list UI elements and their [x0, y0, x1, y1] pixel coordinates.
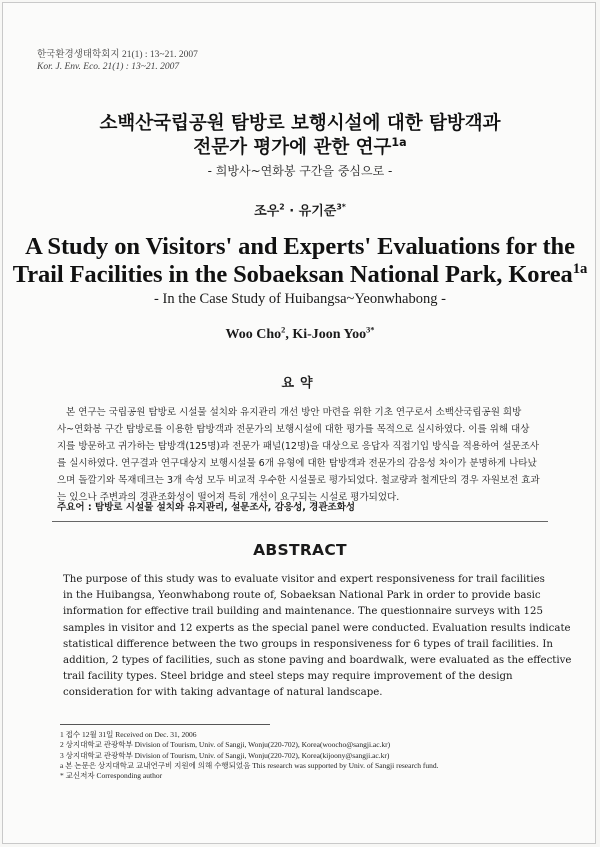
footnote-received: 1 접수 12월 31일 Received on Dec. 31, 2006 — [60, 730, 197, 739]
korean-title-line-1: 소백산국립공원 탐방로 보행시설에 대한 탐방객과 — [99, 113, 501, 134]
english-title-superscript: 1a — [572, 260, 588, 277]
english-abstract-line: trail facility types. Steel bridge and steel steps may require improvement of the design — [63, 671, 513, 683]
korean-abstract-heading: 요약 — [281, 376, 319, 391]
journal-citation-ko: 한국환경생태학회지 21(1) : 13~21. 2007 — [37, 50, 198, 60]
korean-author-2-superscript: 3* — [336, 202, 346, 212]
english-abstract-body — [63, 572, 572, 702]
english-author-separator: , — [285, 327, 293, 342]
footnote-author-1: 2 상지대학교 관광학부 Division of Tourism, Univ. of Sangji, Wonju(220-702), Korea(woocho@sangji.ac.kr) — [60, 740, 391, 750]
korean-authors — [0, 200, 600, 219]
korean-keywords-label: 주요어 — [57, 502, 85, 513]
footnote-funding: a 본 논문은 상지대학교 교내연구비 지원에 의해 수행되었음 This research was supported by Univ. of Sangji research fund. — [60, 760, 439, 770]
section-divider — [52, 521, 548, 522]
english-abstract-line: consideration for with taking advantage of natural landscape. — [63, 687, 383, 699]
korean-subtitle: - 희방사~연화봉 구간을 중심으로 - — [207, 164, 393, 178]
english-abstract-line: statistical difference between the two groups in responsiveness for 6 types of trail facilities. In — [63, 638, 553, 650]
footnotes — [60, 730, 439, 781]
korean-abstract-line: 본 연구는 국립공원 탐방로 시설물 설치와 유지관리 개선 방안 마련을 위한 기초 연구로서 소백산국립공원 희방 — [66, 407, 522, 418]
english-title-line-2 — [0, 261, 600, 289]
english-abstract-heading: ABSTRACT — [253, 541, 347, 559]
journal-citation-en: Kor. J. Env. Eco. 21(1) : 13~21. 2007 — [37, 62, 180, 72]
korean-title-line-2 — [0, 133, 600, 159]
korean-abstract-line: 으며 돌깔기와 목재데크는 3개 속성 모두 비교적 우수한 시설물로 평가되었다. 철교량과 철계단의 경우 자원보전 효과 — [57, 475, 540, 486]
english-author-1-superscript: 2 — [281, 325, 286, 335]
footnote-corresponding: * 교신저자 Corresponding author — [60, 771, 163, 781]
korean-abstract-line: 지를 방문하고 귀가하는 탐방객(125명)과 전문가 패널(12명)을 대상으로 응답자 직접기입 방식을 적용하여 설문조사 — [57, 441, 540, 452]
english-author-1: Woo Cho — [225, 327, 282, 342]
korean-keywords — [57, 499, 355, 513]
korean-abstract-line: 사~연화봉 구간 탐방로를 이용한 탐방객과 전문가의 보행시설에 대한 평가를 목적으로 실시하였다. 이를 위해 대상 — [57, 424, 530, 435]
english-abstract-line: The purpose of this study was to evaluate visitor and expert responsiveness for trail facilities — [63, 574, 545, 585]
english-author-2: Ki-Joon Yoo — [292, 327, 367, 342]
korean-author-2: 유기준 — [298, 204, 337, 219]
footnote-divider — [60, 724, 270, 725]
korean-abstract-line: 는 있으나 주변과의 경관조화성이 떨어져 특히 개선이 요구되는 시설로 평가되었다. — [57, 492, 400, 503]
english-author-2-superscript: 3* — [366, 325, 375, 335]
korean-keywords-list: : 탐방로 시설물 설치와 유지관리, 설문조사, 감응성, 경관조화성 — [84, 502, 356, 513]
korean-title-line-2-text: 전문가 평가에 관한 연구 — [193, 137, 392, 158]
english-title-line-1: A Study on Visitors' and Experts' Evaluations for the — [25, 233, 575, 260]
english-authors — [0, 327, 600, 343]
korean-author-separator: · — [284, 204, 299, 219]
korean-author-1: 조우 — [254, 204, 280, 219]
korean-abstract-line: 를 실시하였다. 연구결과 연구대상지 보행시설물 6개 유형에 대한 탐방객과 전문가의 감응성 차이가 분명하게 나타났 — [57, 458, 537, 469]
english-abstract-line: samples in visitor and 12 experts as the special panel were conducted. Evaluation results indicate — [63, 622, 571, 634]
english-abstract-line: information for effective trail building and maintenance. The questionnaire surveys with 125 — [63, 606, 543, 618]
english-abstract-line: in the Huibangsa, Yeonwhabong route of, Sobaeksan National Park in order to provide basic — [63, 590, 541, 602]
english-subtitle: - In the Case Study of Huibangsa~Yeonwhabong - — [154, 291, 446, 307]
korean-author-1-superscript: 2 — [279, 202, 285, 212]
journal-citation — [37, 49, 198, 73]
korean-title-superscript: 1a — [391, 135, 407, 149]
english-title-line-2-text: Trail Facilities in the Sobaeksan National Park, Korea — [12, 261, 573, 288]
english-abstract-line: addition, 2 types of facilities, such as stone paving and boardwalk, were evaluated as the effective — [63, 655, 572, 667]
footnote-author-2: 3 상지대학교 관광학부 Division of Tourism, Univ. of Sangji, Wonju(220-702), Korea(kijoony@sangji.ac.kr) — [60, 750, 390, 760]
korean-abstract-body — [57, 404, 543, 506]
